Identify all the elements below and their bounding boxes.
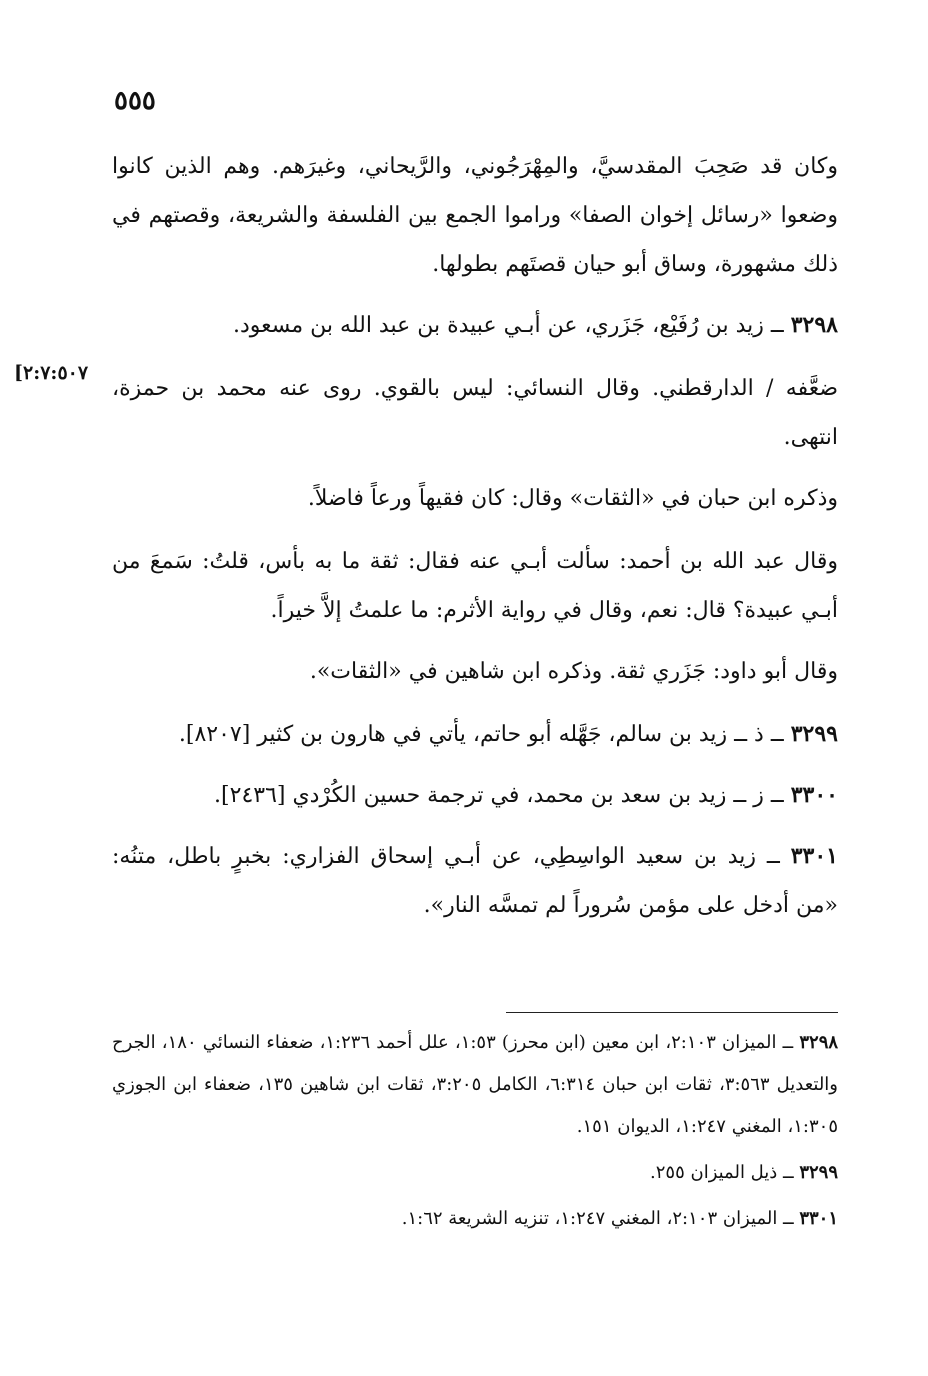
entry-3301 <box>112 832 838 930</box>
entry-text: ــ ذ ــ زيد بن سالم، جَهَّله أبو حاتم، يأتي في هارون بن كثير [٨٢٠٧]. <box>178 722 791 747</box>
footnote-3298 <box>112 1022 838 1148</box>
footnote-text: ــ الميزان ٢:١٠٣، المغني ١:٢٤٧، تنزيه الشريعة ١:٦٢. <box>401 1208 800 1229</box>
entry-3298 <box>112 301 838 350</box>
entry-number: ٣٣٠١ <box>790 843 838 869</box>
footnote-text: ــ الميزان ٢:١٠٣، ابن معين (ابن محرز) ١:٥٣، علل أحمد ١:٢٣٦، ضعفاء النسائي ١٨٠، الجرح والتعديل ٣:٥٦٣، ثقات ابن حبان ٦:٣١٤، الكامل ٣:٢٠٥، ثقات ابن شاهين ١٣٥، ضعفاء ابن الجوزي ١:٣٠٥، المغني ١:٢٤٧، الديوان ١٥١. <box>112 1032 839 1137</box>
footnote-number: ٣٣٠١ <box>799 1208 838 1229</box>
entry-number: ٣٢٩٩ <box>790 721 838 747</box>
footnote-3299 <box>112 1152 838 1194</box>
footnote-number: ٣٢٩٨ <box>799 1032 839 1053</box>
footnote-number: ٣٢٩٩ <box>799 1162 838 1183</box>
paragraph-abdullah: وقال عبد الله بن أحمد: سألت أبـي عنه فقال: ثقة ما به بأس، قلتُ: سَمعَ من أبـي عبيدة؟ قال: نعم، وقال في رواية الأثرم: ما علمتُ إلاَّ خيراً. <box>112 549 838 623</box>
footnote-3301 <box>112 1198 838 1240</box>
entry-3300 <box>112 771 838 820</box>
paragraph-ibn-hibban: وذكره ابن حبان في «الثقات» وقال: كان فقيهاً ورعاً فاضلاً. <box>307 486 838 511</box>
entry-number: ٣٢٩٨ <box>790 312 838 338</box>
footnotes <box>112 1022 838 1244</box>
paragraph-daraqutni: ضعَّفه / الدارقطني. وقال النسائي: ليس بالقوي. روى عنه محمد بن حمزة، انتهى. <box>112 376 838 450</box>
entry-text: ــ زيد بن سعيد الواسِطِي، عن أبـي إسحاق الفزاري: بخبرٍ باطل، متنُه: «من أدخل على مؤمن سُروراً لم تمسَّه النار». <box>112 844 838 918</box>
footnote-divider <box>506 1012 838 1013</box>
paragraph-intro: وكان قد صَحِبَ المقدسيَّ، والمِهْرَجُوني، والرَّيحاني، وغيرَهم. وهم الذين كانوا وضعوا «رسائل إخوان الصفا» وراموا الجمع بين الفلسفة والشريعة، وقصتهم في ذلك مشهورة، وساق أبو حيان قصتَهم بطولها. <box>112 154 838 277</box>
main-text <box>112 142 838 942</box>
page-number: ٥٥٥ <box>114 86 156 116</box>
margin-reference: [٢:٧:٥٠٧ <box>14 362 89 384</box>
entry-text: ــ ز ــ زيد بن سعد بن محمد، في ترجمة حسين الكُرْدي [٢٤٣٦]. <box>214 783 791 808</box>
paragraph-abu-dawud: وقال أبو داود: جَزَري ثقة. وذكره ابن شاهين في «الثقات». <box>309 659 838 684</box>
entry-3299 <box>112 710 838 759</box>
entry-text: ــ زيد بن رُفَيْع، جَزَري، عن أبـي عبيدة بن عبد الله بن مسعود. <box>233 313 791 338</box>
entry-number: ٣٣٠٠ <box>790 782 838 808</box>
footnote-text: ــ ذيل الميزان ٢٥٥. <box>650 1162 800 1183</box>
